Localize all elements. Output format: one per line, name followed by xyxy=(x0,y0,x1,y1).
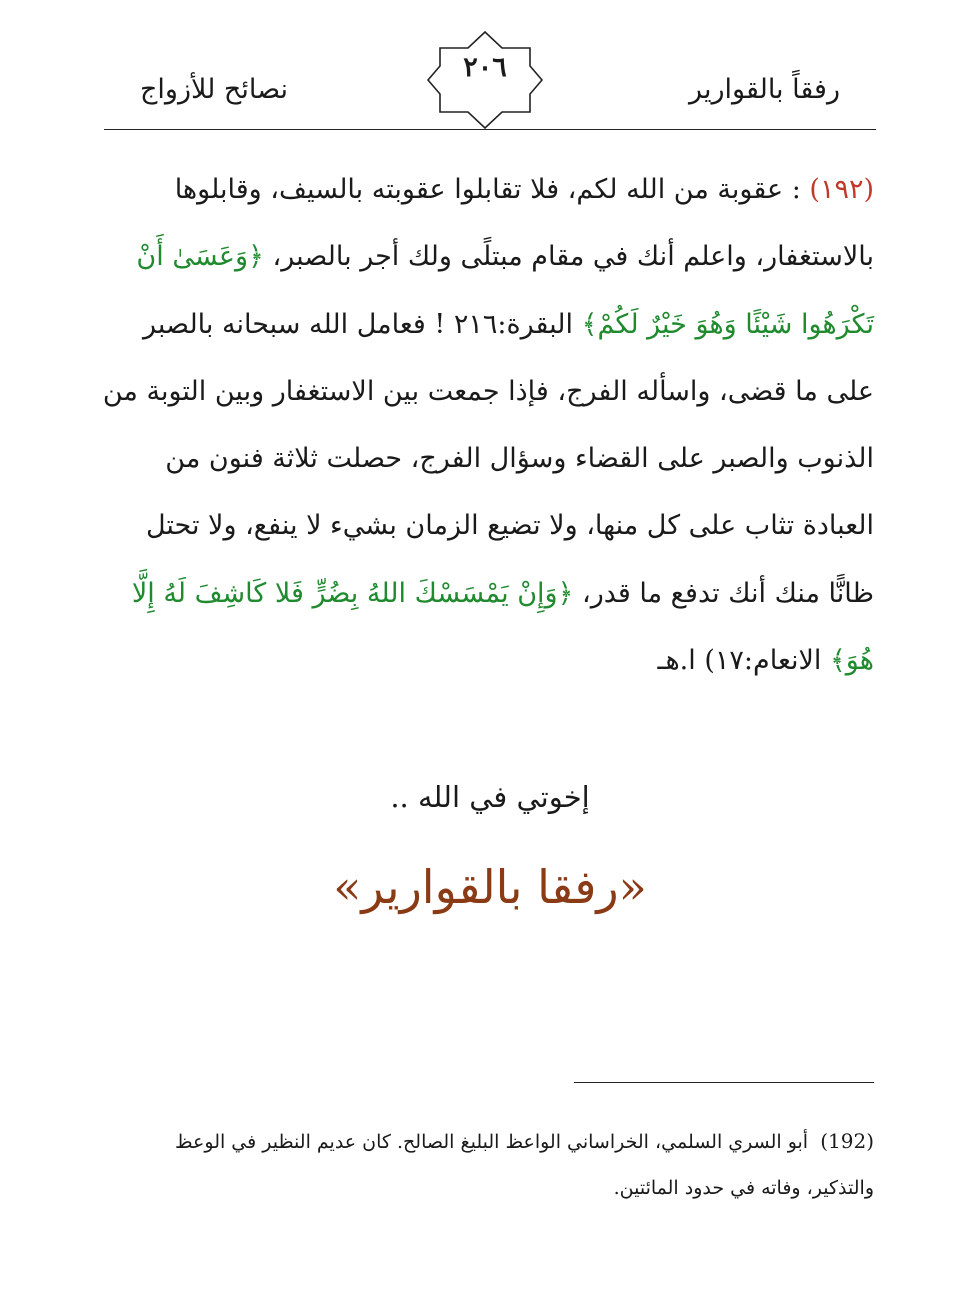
footnote-ref[interactable]: (١٩٢) xyxy=(809,174,874,205)
body-line-7: ظانًّا منك أنك تدفع ما قدر، ﴿وَإِنْ يَمْسَسْكَ اللهُ بِضُرٍّ فَلا كَاشِفَ لَهُ إِلَّا xyxy=(131,577,874,609)
body-line-8: هُوَ﴾ الانعام:١٧) ا.هـ xyxy=(657,645,874,677)
footnote-number: (192) xyxy=(820,1129,874,1153)
quran-verse: ﴿وَعَسَىٰ أَنْ xyxy=(136,241,264,273)
page-number: ٢٠٦ xyxy=(463,52,507,83)
body-line-3: تَكْرَهُوا شَيْئًا وَهُوَ خَيْرٌ لَكُمْ﴾ البقرة:٢١٦ ! فعامل الله سبحانه بالصبر xyxy=(143,308,874,340)
footnote-divider xyxy=(574,1082,874,1083)
header-divider xyxy=(104,129,876,130)
quran-verse: ﴿وَإِنْ يَمْسَسْكَ اللهُ بِضُرٍّ فَلا كَاشِفَ لَهُ إِلَّا xyxy=(131,577,574,609)
body-line-5: الذنوب والصبر على القضاء وسؤال الفرج، حصلت ثلاثة فنون من xyxy=(165,443,874,475)
body-line-6: العبادة تثاب على كل منها، ولا تضيع الزمان بشيء لا ينفع، ولا تحتل xyxy=(145,510,874,542)
quran-verse: تَكْرَهُوا شَيْئًا وَهُوَ خَيْرٌ لَكُمْ﴾ xyxy=(581,308,874,340)
brothers-greeting: إخوتي في الله .. xyxy=(390,780,590,814)
body-line-2: بالاستغفار، واعلم أنك في مقام مبتلًى ولك أجر بالصبر، ﴿وَعَسَىٰ أَنْ xyxy=(136,241,874,273)
footnote-line-1: (192) أبو السري السلمي، الخراساني الواعظ البليغ الصالح. كان عديم النظير في الوعظ xyxy=(175,1129,874,1153)
footnote xyxy=(104,1118,874,1211)
body-line-1: (١٩٢) : عقوبة من الله لكم، فلا تقابلوا عقوبته بالسيف، وقابلوها xyxy=(174,174,874,205)
body-line-4: على ما قضى، واسأله الفرج، فإذا جمعت بين الاستغفار وبين التوبة من xyxy=(102,375,874,407)
header-chapter-title: نصائح للأزواج xyxy=(140,74,289,105)
quran-verse: هُوَ﴾ xyxy=(829,645,874,677)
header-book-title: رفقاً بالقوارير xyxy=(689,74,840,105)
body-text xyxy=(104,156,874,694)
footnote-line-2: والتذكير، وفاته في حدود المائتين. xyxy=(613,1177,874,1199)
section-title: «رفقا بالقوارير» xyxy=(333,860,647,914)
